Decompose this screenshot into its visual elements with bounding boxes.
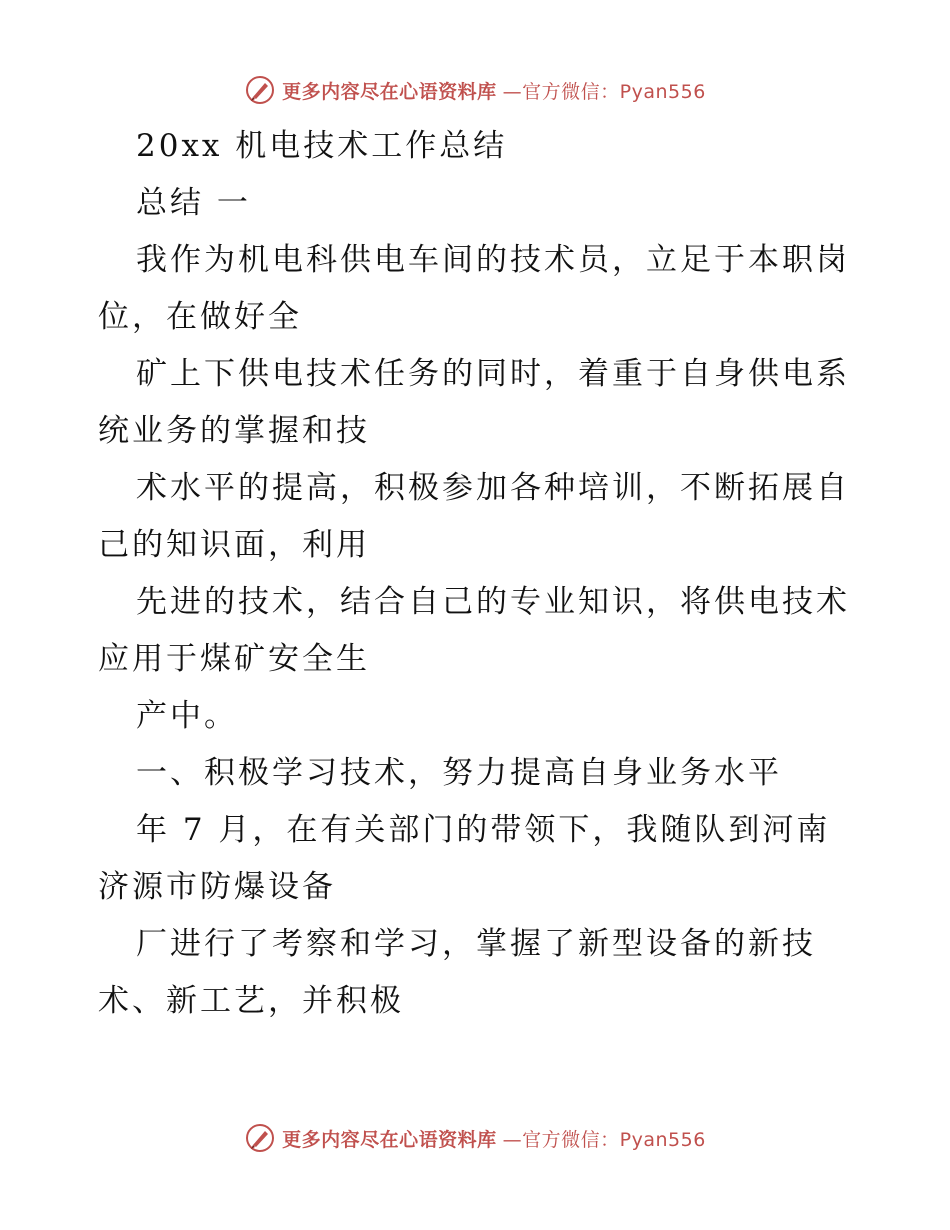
banner-contact: —官方微信：Pyan556 xyxy=(502,80,706,103)
subsection-heading: 一、积极学习技术，努力提高自身业务水平 xyxy=(136,755,782,791)
quill-logo-icon xyxy=(244,1122,276,1154)
banner-text: 更多内容尽在心语资料库 xyxy=(282,1128,497,1151)
paragraph-line: 济源市防爆设备 xyxy=(98,869,336,905)
paragraph-line: 统业务的掌握和技 xyxy=(98,413,370,449)
paragraph-line: 厂进行了考察和学习，掌握了新型设备的新技 xyxy=(136,926,816,962)
paragraph-line: 矿上下供电技术任务的同时，着重于自身供电系 xyxy=(136,356,850,392)
quill-logo-icon xyxy=(244,74,276,106)
paragraph-line: 我作为机电科供电车间的技术员，立足于本职岗 xyxy=(136,242,850,278)
section-heading: 总结 一 xyxy=(136,185,251,221)
paragraph-line: 先进的技术，结合自己的专业知识，将供电技术 xyxy=(136,584,850,620)
footer-banner xyxy=(0,1120,950,1156)
header-banner xyxy=(0,72,950,108)
paragraph-line: 年 7 月，在有关部门的带领下，我随队到河南 xyxy=(136,812,831,848)
banner-text: 更多内容尽在心语资料库 xyxy=(282,80,497,103)
doc-title: 20xx 机电技术工作总结 xyxy=(136,128,508,164)
paragraph-line: 己的知识面，利用 xyxy=(98,527,370,563)
banner-contact: —官方微信：Pyan556 xyxy=(502,1128,706,1151)
paragraph-line: 产中。 xyxy=(136,698,238,734)
document-body xyxy=(98,118,858,1030)
paragraph-line: 应用于煤矿安全生 xyxy=(98,641,370,677)
paragraph-line: 术、新工艺，并积极 xyxy=(98,983,404,1019)
paragraph-line: 位，在做好全 xyxy=(98,299,302,335)
paragraph-line: 术水平的提高，积极参加各种培训，不断拓展自 xyxy=(136,470,850,506)
